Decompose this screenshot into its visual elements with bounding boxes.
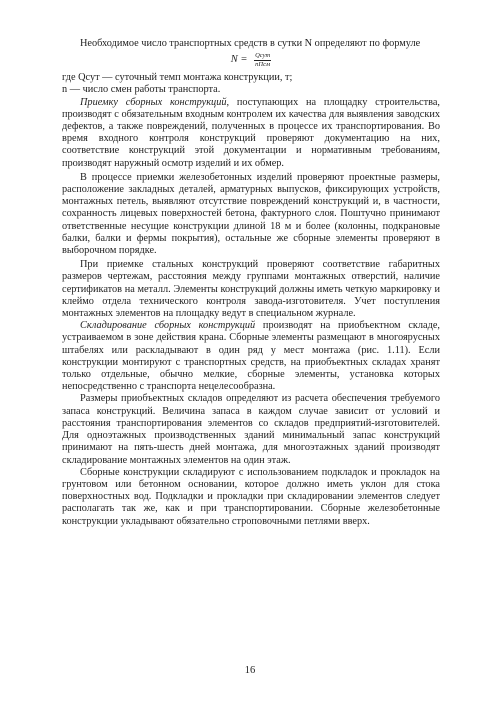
formula [62, 52, 440, 68]
formula-denominator: nПсм [255, 60, 271, 68]
page-number: 16 [244, 665, 256, 676]
formula-fraction [254, 52, 271, 68]
page-body [62, 38, 440, 528]
paragraph-storage [62, 320, 440, 393]
paragraph-stacking: Сборные конструкции складируют с использованием подкладок и прокладок на грунтовом или бетонном основании, которое должно иметь уклон для стока поверхностных вод. Подкладки и прокладки при складировании элементов следует располагать так же, как и при транспортировании. Сборные железобетонные конструкции укладывают обязательно строповочными петлями вверх. [62, 466, 440, 527]
paragraph-lead: Складирование сборных конструкций [80, 320, 256, 332]
paragraph-text: , поступающих на площадку строительства, производят с обязательным входным контролем их качества для выявления заводских дефектов, а также повреждений, полученных в процессе их транспортирования. Во время входного контроля конструкций проверяют документацию на них, соответствие конструкций этой документации и нормативным требованиям, производят наружный осмотр изделий и их обмер. [62, 96, 440, 169]
formula-numerator: Qсут [255, 52, 271, 60]
paragraph-concrete: В процессе приемки железобетонных изделий проверяют проектные размеры, расположение закладных деталей, арматурных выпусков, фиксирующих устройств, монтажных петель, выявляют отсутствие повреждений конструкций и, в частности, сохранность лицевых поверхностей бетона, фактурного слоя. Поштучно принимают ответственные несущие конструкции длиной 18 м и более (колонны, подкрановые балки, балки и фермы покрытия), остальные же сборные элементы проверяют в выборочном порядке. [62, 171, 440, 257]
definition-line: где Qсут — суточный темп монтажа конструкции, т; [62, 72, 293, 84]
formula-lhs: N = [230, 54, 248, 66]
paragraph-text: производят на приобъектном складе, устраиваемом в зоне действия крана. Сборные элементы размещают в многоярусных штабелях или раскладывают в один ряд у мест монтажа (рис. 1.11). Если конструкции монтируют с транспортных средств, на приобъектных складах хранят только отдельные, обычно мелкие, сборные элементы, установка которых непосредственно с транспорта нецелесообразна. [62, 320, 440, 393]
definition-line: n — число смен работы транспорта. [62, 84, 221, 96]
paragraph-steel: При приемке стальных конструкций проверяют соответствие габаритных размеров чертежам, расстояния между группами монтажных отверстий, наличие сертификатов на металл. Элементы конструкций должны иметь четкую маркировку и клеймо отдела технического контроля завода-изготовителя. Учет поступления монтажных элементов на площадку ведут в специальном журнале. [62, 259, 440, 320]
paragraph-warehouse-size: Размеры приобъектных складов определяют из расчета обеспечения требуемого запаса конструкций. Величина запаса в каждом случае зависит от условий и расстояния транспортирования элементов со складов предприятий-изготовителей. Для одноэтажных производственных зданий минимальный запас конструкций принимают на пять-шесть дней монтажа, для многоэтажных зданий производят складирование монтажных элементов на один этаж. [62, 393, 440, 466]
paragraph-acceptance [62, 97, 440, 170]
intro-paragraph: Необходимое число транспортных средств в сутки N определяют по формуле [80, 38, 421, 49]
paragraph-lead: Приемку сборных конструкций [80, 96, 227, 108]
